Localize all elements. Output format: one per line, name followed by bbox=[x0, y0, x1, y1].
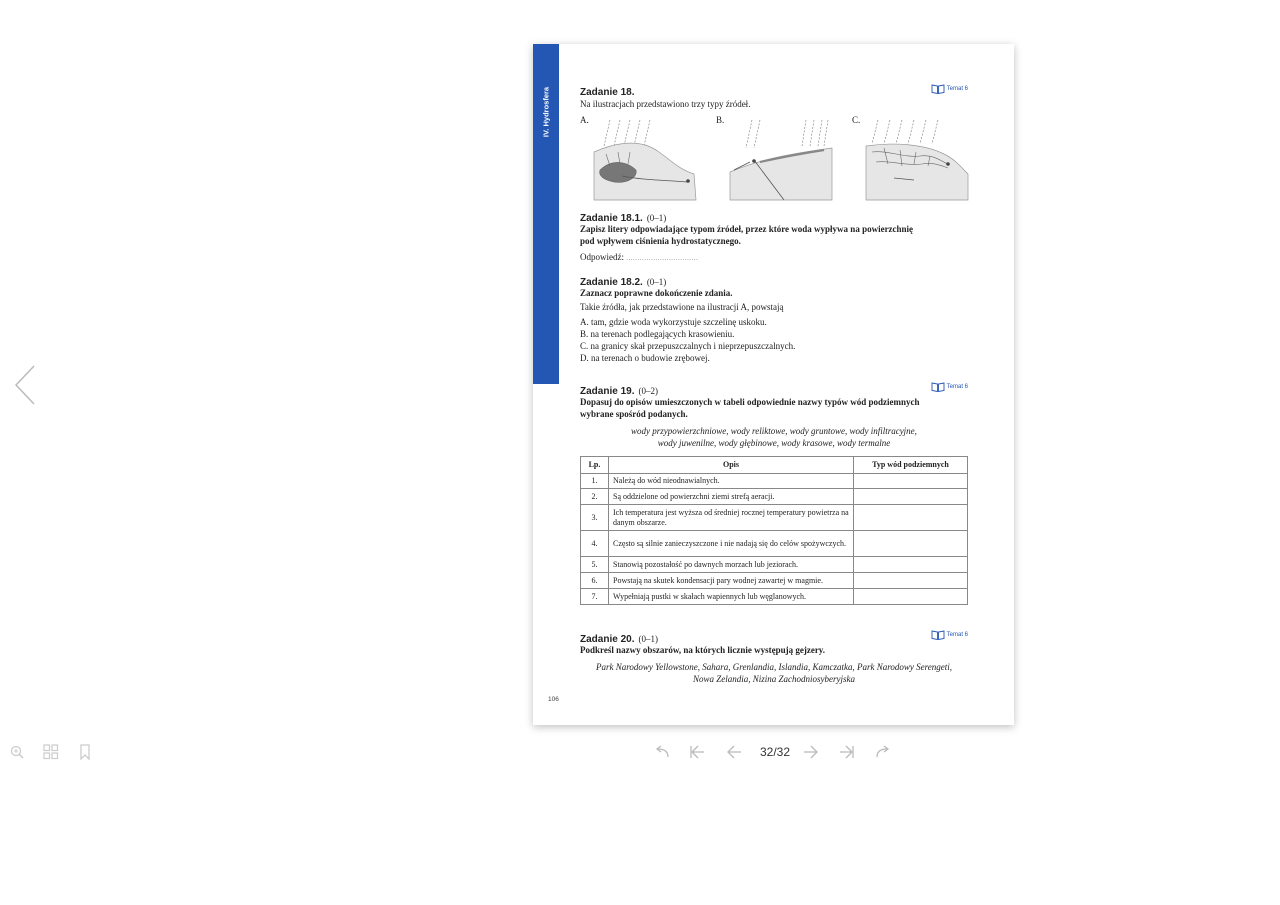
prev-page-icon[interactable] bbox=[726, 744, 742, 760]
table-row bbox=[581, 505, 968, 531]
row-lp: 5. bbox=[581, 557, 609, 573]
next-page-icon[interactable] bbox=[803, 744, 819, 760]
spring-illustration-b bbox=[728, 118, 834, 202]
task-18-2-option-a[interactable]: A. tam, gdzie woda wykorzystuje szczelinę uskoku. bbox=[580, 317, 767, 327]
table-row bbox=[581, 589, 968, 605]
task-18-1-answer: Odpowiedź: ................................ bbox=[580, 252, 699, 262]
illustration-label-a: A. bbox=[580, 115, 589, 125]
illustration-label-b: B. bbox=[716, 115, 725, 125]
row-opis: Powstają na skutek kondensacji pary wodnej zawartej w magmie. bbox=[609, 573, 854, 589]
header-opis: Opis bbox=[609, 457, 854, 474]
book-icon bbox=[931, 630, 945, 640]
task-18-2-option-b[interactable]: B. na terenach podlegających krasowieniu. bbox=[580, 329, 735, 339]
task-19-options-1: wody przypowierzchniowe, wody reliktowe, wody gruntowe, wody infiltracyjne, bbox=[631, 426, 917, 436]
page-number: 106 bbox=[548, 696, 559, 703]
temat-link-19[interactable]: Temat 6 bbox=[931, 382, 968, 392]
row-lp: 4. bbox=[581, 531, 609, 557]
row-opis: Często są silnie zanieczyszczone i nie nadają się do celów spożywczych. bbox=[609, 531, 854, 557]
row-answer-cell[interactable] bbox=[854, 489, 968, 505]
row-opis: Stanowią pozostałość po dawnych morzach lub jeziorach. bbox=[609, 557, 854, 573]
task-19-instruction-2: wybrane spośród podanych. bbox=[580, 409, 688, 419]
header-typ: Typ wód podziemnych bbox=[854, 457, 968, 474]
task-18-2-instruction: Zaznacz poprawne dokończenie zdania. bbox=[580, 288, 733, 298]
row-answer-cell[interactable] bbox=[854, 474, 968, 489]
task-18-2-option-d[interactable]: D. na terenach o budowie zrębowej. bbox=[580, 353, 710, 363]
header-lp: Lp. bbox=[581, 457, 609, 474]
task-19-instruction-1: Dopasuj do opisów umieszczonych w tabeli odpowiednie nazwy typów wód podziemnych bbox=[580, 397, 920, 407]
table-header-row bbox=[581, 457, 968, 474]
row-lp: 7. bbox=[581, 589, 609, 605]
task-20-options-2: Nowa Zelandia, Nizina Zachodniosyberyjska bbox=[693, 674, 855, 684]
task-19-title: Zadanie 19. (0–2) bbox=[580, 386, 658, 397]
row-opis: Należą do wód nieodnawialnych. bbox=[609, 474, 854, 489]
spring-illustration-c bbox=[864, 118, 970, 202]
document-page bbox=[533, 44, 1014, 725]
task-18-2-option-c[interactable]: C. na granicy skał przepuszczalnych i nieprzepuszczalnych. bbox=[580, 341, 796, 351]
last-page-icon[interactable] bbox=[839, 744, 855, 760]
table-row bbox=[581, 474, 968, 489]
row-lp: 2. bbox=[581, 489, 609, 505]
table-row bbox=[581, 489, 968, 505]
row-lp: 1. bbox=[581, 474, 609, 489]
task-18-title: Zadanie 18. bbox=[580, 87, 635, 98]
first-page-alt-icon[interactable] bbox=[654, 744, 670, 760]
row-lp: 6. bbox=[581, 573, 609, 589]
first-page-icon[interactable] bbox=[689, 744, 705, 760]
grid-icon[interactable] bbox=[43, 744, 59, 760]
task-19-options-2: wody juwenilne, wody głębinowe, wody krasowe, wody termalne bbox=[657, 438, 891, 448]
bookmark-icon[interactable] bbox=[78, 744, 92, 760]
section-band bbox=[533, 44, 559, 384]
row-answer-cell[interactable] bbox=[854, 531, 968, 557]
row-opis: Są oddzielone od powierzchni ziemi strefą aeracji. bbox=[609, 489, 854, 505]
table-row bbox=[581, 573, 968, 589]
row-answer-cell[interactable] bbox=[854, 589, 968, 605]
row-opis: Wypełniają pustki w skałach wapiennych lub węglanowych. bbox=[609, 589, 854, 605]
page-counter: 32/32 bbox=[760, 745, 791, 759]
row-answer-cell[interactable] bbox=[854, 557, 968, 573]
groundwater-table bbox=[580, 456, 968, 605]
section-label: IV. Hydrosfera bbox=[541, 86, 551, 138]
table-row bbox=[581, 557, 968, 573]
row-answer-cell[interactable] bbox=[854, 505, 968, 531]
temat-link-20[interactable]: Temat 6 bbox=[931, 630, 968, 640]
task-20-instruction: Podkreśl nazwy obszarów, na których licznie występują gejzery. bbox=[580, 645, 826, 655]
task-18-2-title: Zadanie 18.2. (0–1) bbox=[580, 277, 667, 288]
task-18-intro: Na ilustracjach przedstawiono trzy typy źródeł. bbox=[580, 99, 751, 109]
row-opis: Ich temperatura jest wyższa od średniej rocznej temperatury powietrza na danym obszarze. bbox=[609, 505, 854, 531]
book-icon bbox=[931, 84, 945, 94]
illustration-label-c: C. bbox=[852, 115, 861, 125]
task-20-title: Zadanie 20. (0–1) bbox=[580, 634, 658, 645]
task-20-options-1: Park Narodowy Yellowstone, Sahara, Grenlandia, Islandia, Kamczatka, Park Narodowy Serengeti, bbox=[595, 662, 953, 672]
last-page-alt-icon[interactable] bbox=[875, 744, 891, 760]
task-18-2-stem: Takie źródła, jak przedstawione na ilustracji A, powstają bbox=[580, 302, 784, 312]
previous-spread-icon[interactable] bbox=[14, 364, 36, 406]
temat-link-18[interactable]: Temat 6 bbox=[931, 84, 968, 94]
zoom-icon[interactable] bbox=[9, 744, 25, 760]
task-18-1-instruction-2: pod wpływem ciśnienia hydrostatycznego. bbox=[580, 236, 741, 246]
answer-field[interactable]: ................................ bbox=[626, 254, 699, 262]
table-row bbox=[581, 531, 968, 557]
task-18-1-instruction-1: Zapisz litery odpowiadające typom źródeł, przez które woda wypływa na powierzchnię bbox=[580, 224, 914, 234]
book-icon bbox=[931, 382, 945, 392]
row-lp: 3. bbox=[581, 505, 609, 531]
task-18-1-title: Zadanie 18.1. (0–1) bbox=[580, 213, 667, 224]
spring-illustration-a bbox=[592, 118, 698, 202]
row-answer-cell[interactable] bbox=[854, 573, 968, 589]
